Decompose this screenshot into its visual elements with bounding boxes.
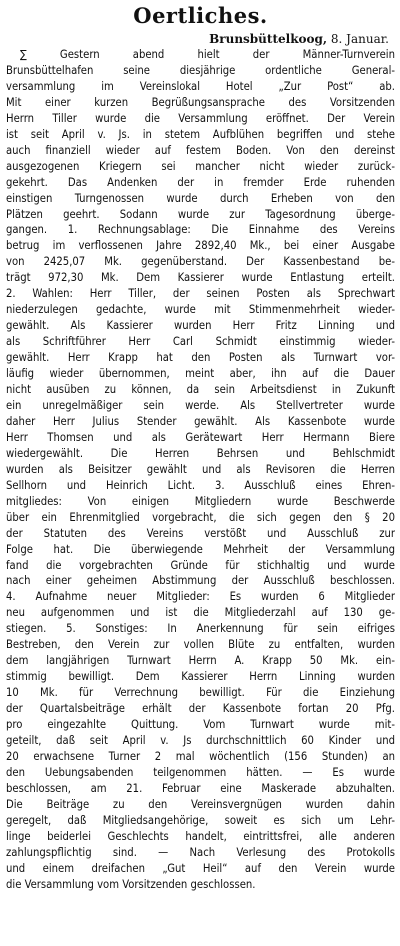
article-line: linge beiderlei Geschlechts handelt, eintrittsfrei, alle anderen [6,829,395,843]
article-line: der Quartalsbeiträge erhält der Kassenbote fortan 20 Pfg. [6,702,395,716]
article-line: einstigen Turngenossen wurde durch Erheben von den [6,191,395,205]
article-line: nach einer geheimen Abstimmung der Ausschluß beschlossen. [6,574,395,588]
article-title: Oertliches. [133,3,268,28]
article-line: niederzulegen gedachte, wurde mit Stimmenmehrheit wieder- [6,303,395,317]
article-line: der Statuten des Vereins verstößt und Ausschluß zur [6,526,395,540]
article-line: Herrn Tiller wurde die Versammlung eröffnet. Der Verein [6,111,395,125]
article-line: pro eingezahlte Quittung. Vom Turnwart wurde mit- [6,718,395,732]
article-line: Bestreben, den Verein zur vollen Blüte zu entfalten, wurden [6,638,395,652]
article-line: den Uebungsabenden teilgenommen hätten. — Es wurde [6,765,395,779]
article-line: 4. Aufnahme neuer Mitglieder: Es wurden 6 Mitglieder [6,590,395,604]
article-line: zahlungspflichtig sind. — Nach Verlesung des Protokolls [6,845,395,859]
article-line: ist seit April v. Js. in stetem Aufblühen begriffen und stehe [6,127,395,141]
dateline [6,31,389,47]
article-line: 10 Mk. für Verrechnung bewilligt. Für die Einziehung [6,686,395,700]
article-line: ein unregelmäßiger sein werde. Als Stellvertreter wurde [6,398,395,412]
article-line: wiedergewählt. Die Herren Behrsen und Behlschmidt [6,446,395,460]
article-line: stiegen. 5. Sonstiges: In Anerkennung für sein eifriges [6,622,395,636]
article-line: von 2425,07 Mk. gegenüberstand. Der Kassenbestand be- [6,255,395,269]
article-line: Folge hat. Die überwiegende Mehrheit der Versammlung [6,542,395,556]
article-line: neu aufgenommen und ist die Mitgliederzahl auf 130 ge- [6,606,395,620]
article-line: Herr Thomsen und als Gerätewart Herr Hermann Biere [6,430,395,444]
article-line: beschlossen, am 21. Februar eine Maskerade abzuhalten. [6,781,395,795]
article-line: gewählt. Herr Krapp hat den Posten als Turnwart vor- [6,351,395,365]
article-line: läufig wieder übernommen, meint aber, ihn auf die Dauer [6,367,395,381]
article-line: 20 erwachsene Turner 2 mal wöchentlich (156 Stunden) an [6,749,395,763]
article-line: geteilt, daß seit April v. Js durchschnittlich 60 Kinder und [6,733,395,747]
article-line: gangen. 1. Rechnungsablage: Die Einnahme des Vereins [6,223,395,237]
article-line: auch finanziell wieder auf festem Boden. Von den dereinst [6,143,395,157]
article-line: daher Herr Julius Stender gewählt. Als Kassenbote wurde [6,414,395,428]
article-line: und einem dreifachen „Gut Heil“ auf den Verein wurde [6,861,395,875]
article-line: nicht ausüben zu können, da sein Arbeitsdienst in Zukunft [6,383,395,397]
dateline-date: 8. Januar. [330,32,389,46]
article-line: die Versammlung vom Vorsitzenden geschlossen. [6,877,256,891]
dateline-place: Brunsbüttelkoog, [209,32,328,46]
article-line: gekehrt. Das Andenken der in fremder Erde ruhenden [6,175,395,189]
article-line: trägt 972,30 Mk. Dem Kassierer wurde Entlastung erteilt. [6,271,395,285]
article-line: geregelt, daß Mitgliedsangehörige, soweit es sich um Lehr- [6,813,395,827]
article-line: betrug im verflossenen Jahre 2892,40 Mk., bei einer Ausgabe [6,239,395,253]
article-line: 2. Wahlen: Herr Tiller, der seinen Posten als Sprechwart [6,287,395,301]
article-line: ausgezogenen Kriegern sei mancher nicht wieder zurück- [6,159,395,173]
article-line: Plätzen geehrt. Sodann wurde zur Tagesordnung überge- [6,207,395,221]
article-line: mitgliedes: Von einigen Mitgliedern wurde Beschwerde [6,494,395,508]
article-body [6,47,395,893]
article-line: als Schriftführer Herr Carl Schmidt einstimmig wieder- [6,335,395,349]
article-line: versammlung im Vereinslokal Hotel „Zur Post“ ab. [6,79,395,93]
article-line: über ein Ehrenmitglied vorgebracht, die sich gegen den § 20 [6,510,395,524]
article-line: stimmig bewilligt. Dem Kassierer Herrn Linning wurden [6,670,395,684]
article-line: gewählt. Als Kassierer wurden Herr Fritz Linning und [6,319,395,333]
article-line: Die Beiträge zu den Vereinsvergnügen wurden dahin [6,797,395,811]
article-line: Sellhorn und Heinrich Licht. 3. Ausschluß eines Ehren- [6,478,395,492]
article-line: wurden als Beisitzer gewählt und als Revisoren die Herren [6,462,395,476]
article-line: fand die vorgebrachten Gründe für stichhaltig und wurde [6,558,395,572]
article-line: Mit einer kurzen Begrüßungsansprache des Vorsitzenden [6,95,395,109]
article-line: dem langjährigen Turnwart Herrn A. Krapp 50 Mk. ein- [6,654,395,668]
article-line: ∑ Gestern abend hielt der Männer-Turnverein [20,48,395,61]
article-line: Brunsbüttelhafen seine diesjährige ordentliche General- [6,63,395,77]
